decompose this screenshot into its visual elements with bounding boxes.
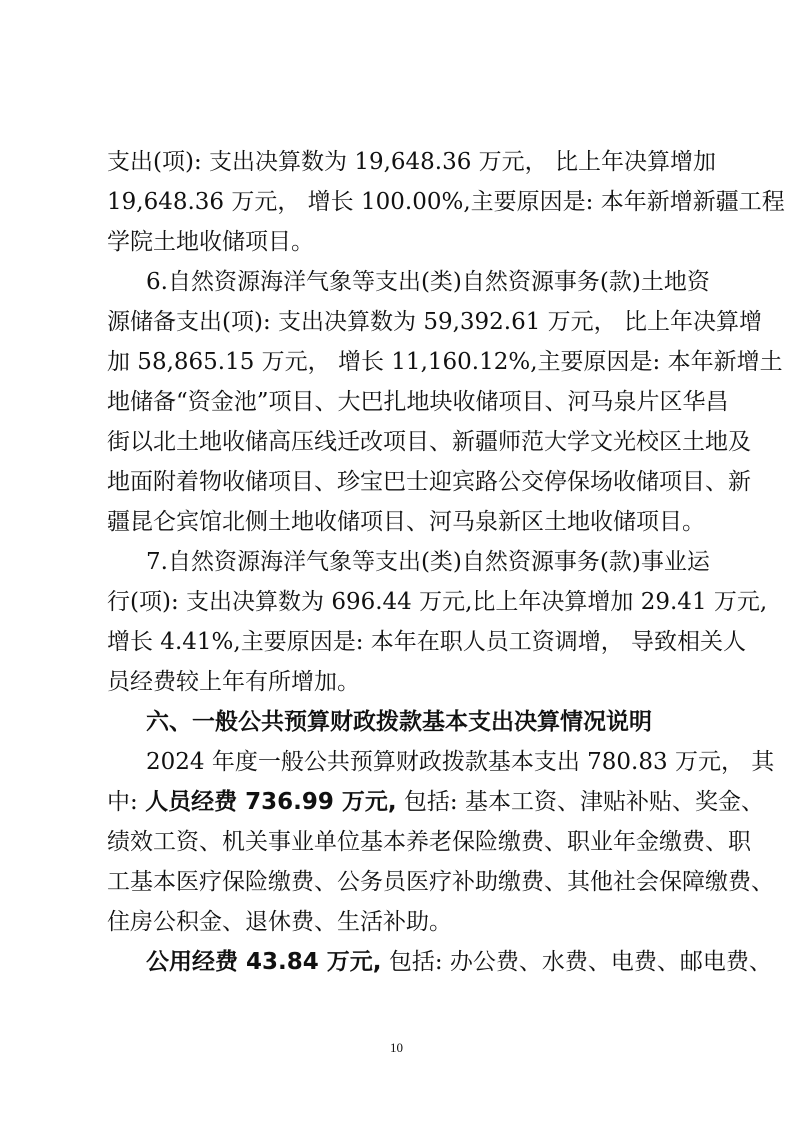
body-line: 2024 年度一般公共预算财政拨款基本支出 780.83 万元， 其 xyxy=(146,749,775,775)
body-line: 源储备支出(项): 支出决算数为 59,392.61 万元， 比上年决算增 xyxy=(107,309,762,335)
body-line: 19,648.36 万元， 增长 100.00%,主要原因是: 本年新增新疆工程 xyxy=(107,189,785,215)
personnel-expense-line xyxy=(107,786,764,818)
body-line: 员经费较上年有所增加。 xyxy=(107,669,360,695)
body-line: 7.自然资源海洋气象等支出(类)自然资源事务(款)事业运 xyxy=(146,549,710,575)
line-suffix: 包括: 基本工资、津贴补贴、奖金、 xyxy=(396,789,764,815)
public-expense-line xyxy=(146,946,772,978)
public-expense-total: 公用经费 43.84 万元, xyxy=(146,949,382,975)
personnel-expense-total: 人员经费 736.99 万元, xyxy=(145,789,397,815)
body-line: 地面附着物收储项目、珍宝巴士迎宾路公交停保场收储项目、新 xyxy=(107,469,751,495)
body-line: 绩效工资、机关事业单位基本养老保险缴费、职业年金缴费、职 xyxy=(107,829,751,855)
body-line: 学院土地收储项目。 xyxy=(107,229,314,255)
body-line: 工基本医疗保险缴费、公务员医疗补助缴费、其他社会保障缴费、 xyxy=(107,869,774,895)
body-line: 街以北土地收储高压线迁改项目、新疆师范大学文光校区土地及 xyxy=(107,429,751,455)
body-line: 行(项): 支出决算数为 696.44 万元,比上年决算增加 29.41 万元, xyxy=(107,589,768,615)
line-suffix: 包括: 办公费、水费、电费、邮电费、 xyxy=(381,949,772,975)
body-line: 增长 4.41%,主要原因是: 本年在职人员工资调增， 导致相关人 xyxy=(107,629,747,655)
body-line: 地储备“资金池”项目、大巴扎地块收储项目、河马泉片区华昌 xyxy=(107,389,729,415)
page-number: 10 xyxy=(390,1040,403,1055)
section-heading: 六、一般公共预算财政拨款基本支出决算情况说明 xyxy=(146,709,652,735)
body-line: 6.自然资源海洋气象等支出(类)自然资源事务(款)土地资 xyxy=(146,269,710,295)
body-line: 住房公积金、退休费、生活补助。 xyxy=(107,909,452,935)
body-line: 加 58,865.15 万元， 增长 11,160.12%,主要原因是: 本年新增土 xyxy=(107,349,783,375)
line-prefix: 中: xyxy=(107,789,146,815)
body-line: 疆昆仑宾馆北侧土地收储项目、河马泉新区土地收储项目。 xyxy=(107,509,705,535)
body-line: 支出(项): 支出决算数为 19,648.36 万元， 比上年决算增加 xyxy=(107,149,716,175)
